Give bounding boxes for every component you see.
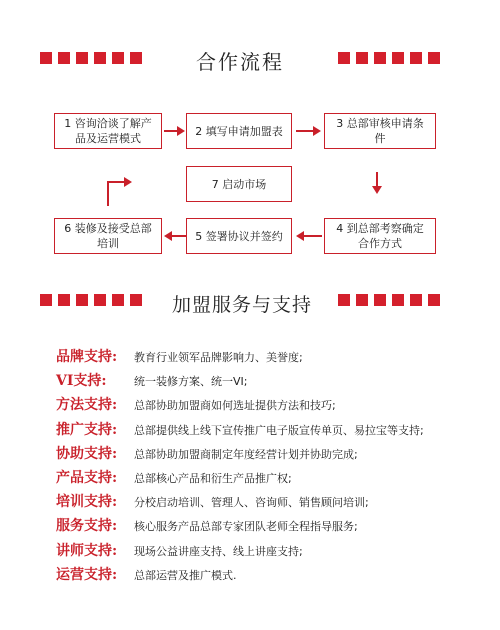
step-5-label: 5 签署协议并签约	[195, 229, 283, 243]
title-decoration-left-1	[40, 52, 142, 64]
item-text: 总部协助加盟商制定年度经营计划并协助完成;	[134, 447, 358, 461]
item-label: 品牌支持:	[56, 349, 118, 365]
step-5-box	[186, 218, 292, 254]
item-text: 总部运营及推广模式.	[134, 568, 237, 582]
title-decoration-right-2	[338, 294, 440, 306]
step-1-label: 1 咨询洽谈了解产品及运营模式	[64, 117, 152, 145]
step-7-box	[186, 166, 292, 202]
list-item	[56, 443, 486, 467]
list-item	[56, 515, 486, 539]
step-7-label: 7 启动市场	[211, 177, 267, 191]
item-label: 运营支持:	[56, 566, 118, 583]
item-label: 协助支持:	[56, 445, 118, 462]
arrow-left-1-icon	[296, 229, 322, 243]
list-item	[56, 346, 486, 370]
step-1-box	[54, 113, 162, 149]
title-decoration-right-1	[338, 52, 440, 64]
list-item	[56, 491, 486, 515]
arrow-right-1-icon	[164, 124, 186, 138]
item-label: 产品支持:	[56, 469, 118, 486]
item-text: 分校启动培训、管理人、咨询师、销售顾问培训;	[134, 496, 369, 510]
item-label: 方法支持:	[56, 397, 118, 414]
step-3-box	[324, 113, 436, 149]
list-item	[56, 564, 486, 588]
arrow-left-2-icon	[164, 229, 186, 243]
item-label: 推广支持:	[56, 421, 118, 438]
list-item	[56, 419, 486, 443]
item-label: VI支持:	[56, 373, 107, 390]
arrow-right-2-icon	[296, 124, 322, 138]
title-decoration-left-2	[40, 294, 142, 306]
section-title-process: 合作流程	[196, 50, 284, 74]
list-item	[56, 370, 486, 394]
item-text: 统一装修方案、统一VI;	[134, 375, 248, 389]
item-label: 服务支持:	[56, 518, 118, 535]
item-text: 教育行业领军品牌影响力、美誉度;	[134, 351, 303, 364]
step-2-box	[186, 113, 292, 149]
arrow-down-icon	[370, 172, 384, 196]
list-item	[56, 394, 486, 418]
item-text: 总部提供线上线下宣传推广电子版宣传单页、易拉宝等支持;	[134, 423, 424, 437]
list-item	[56, 467, 486, 491]
support-list	[56, 346, 486, 588]
item-text: 总部协助加盟商如何选址提供方法和技巧;	[134, 399, 336, 413]
list-item	[56, 540, 486, 564]
item-text: 总部核心产品和衍生产品推广权;	[134, 471, 292, 485]
step-4-box	[324, 218, 436, 254]
section-title-support: 加盟服务与支持	[172, 294, 313, 316]
item-text: 核心服务产品总部专家团队老师全程指导服务;	[134, 520, 358, 534]
step-3-label: 3 总部审核申请条件	[336, 117, 424, 145]
arrow-up-right-icon	[100, 172, 134, 206]
item-text: 现场公益讲座支持、线上讲座支持;	[134, 544, 303, 558]
step-4-label: 4 到总部考察确定合作方式	[336, 222, 424, 250]
item-label: 讲师支持:	[56, 542, 118, 559]
item-label: 培训支持:	[56, 494, 118, 511]
step-2-label: 2 填写申请加盟表	[195, 124, 283, 138]
step-6-box	[54, 218, 162, 254]
step-6-label: 6 装修及接受总部培训	[64, 222, 152, 250]
